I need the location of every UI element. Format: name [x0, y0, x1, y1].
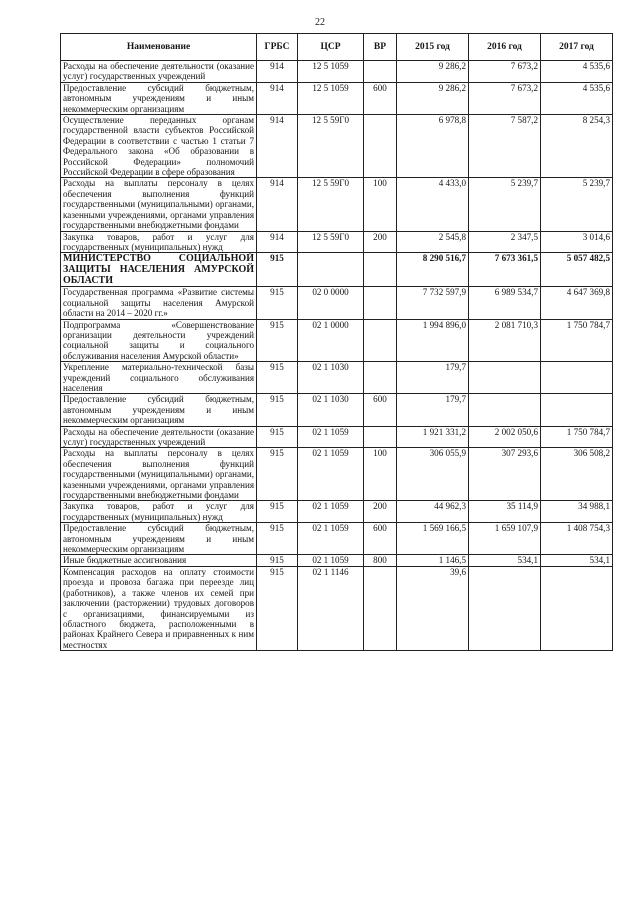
cell-2016: 7 673 361,5	[469, 253, 541, 287]
cell-2015: 7 732 597,9	[397, 287, 469, 319]
cell-name: Расходы на выплаты персоналу в целях обеспечения выполнения функций государственными (муниципальными) органами, казенными учреждениями, органами управления государственными внебюджетными фондами	[61, 448, 257, 501]
table-row	[61, 523, 613, 555]
cell-grbs: 914	[257, 61, 298, 83]
table-row	[61, 555, 613, 566]
table-row	[61, 501, 613, 523]
cell-2015: 1 994 896,0	[397, 319, 469, 362]
table-row	[61, 231, 613, 253]
cell-2017: 1 750 784,7	[541, 319, 613, 362]
cell-2016: 35 114,9	[469, 501, 541, 523]
cell-grbs: 915	[257, 501, 298, 523]
table-row	[61, 61, 613, 83]
cell-grbs: 915	[257, 555, 298, 566]
cell-2015: 8 290 516,7	[397, 253, 469, 287]
cell-2017: 4 647 369,8	[541, 287, 613, 319]
cell-csr: 02 1 1059	[298, 523, 364, 555]
cell-vr: 600	[364, 523, 397, 555]
cell-csr: 02 1 1059	[298, 555, 364, 566]
header-vr: ВР	[364, 34, 397, 61]
cell-grbs: 915	[257, 448, 298, 501]
cell-grbs: 915	[257, 319, 298, 362]
cell-2016: 2 347,5	[469, 231, 541, 253]
cell-csr: 02 1 1030	[298, 362, 364, 394]
cell-2016: 534,1	[469, 555, 541, 566]
cell-2016: 2 081 710,3	[469, 319, 541, 362]
cell-2017: 5 239,7	[541, 178, 613, 231]
cell-name: Предоставление субсидий бюджетным, автономным учреждениям и иным некоммерческим организациям	[61, 394, 257, 426]
cell-2017: 3 014,6	[541, 231, 613, 253]
cell-csr: 12 5 1059	[298, 61, 364, 83]
cell-2015: 6 978,8	[397, 115, 469, 178]
cell-name: Предоставление субсидий бюджетным, автономным учреждениям и иным некоммерческим организациям	[61, 523, 257, 555]
cell-grbs: 915	[257, 362, 298, 394]
cell-2015: 179,7	[397, 362, 469, 394]
cell-2016: 7 673,2	[469, 61, 541, 83]
cell-2015: 1 921 331,2	[397, 426, 469, 448]
cell-vr	[364, 566, 397, 650]
cell-vr: 800	[364, 555, 397, 566]
cell-grbs: 914	[257, 82, 298, 114]
cell-vr: 600	[364, 82, 397, 114]
cell-2017: 306 508,2	[541, 448, 613, 501]
cell-2016	[469, 566, 541, 650]
cell-2017: 4 535,6	[541, 61, 613, 83]
table-row	[61, 253, 613, 287]
cell-vr: 200	[364, 231, 397, 253]
header-2015: 2015 год	[397, 34, 469, 61]
cell-2016: 2 002 050,6	[469, 426, 541, 448]
cell-2017	[541, 362, 613, 394]
cell-2017: 534,1	[541, 555, 613, 566]
cell-name: Расходы на обеспечение деятельности (оказание услуг) государственных учреждений	[61, 61, 257, 83]
cell-csr	[298, 253, 364, 287]
cell-name: Подпрограмма «Совершенствование организации деятельности учреждений социальной защиты и социального обслуживания населения Амурской области»	[61, 319, 257, 362]
cell-2016: 307 293,6	[469, 448, 541, 501]
cell-grbs: 914	[257, 115, 298, 178]
table-row	[61, 426, 613, 448]
cell-grbs: 914	[257, 178, 298, 231]
cell-name: Закупка товаров, работ и услуг для государственных (муниципальных) нужд	[61, 501, 257, 523]
cell-2015: 2 545,8	[397, 231, 469, 253]
cell-2015: 9 286,2	[397, 82, 469, 114]
header-grbs: ГРБС	[257, 34, 298, 61]
cell-name: Государственная программа «Развитие системы социальной защиты населения Амурской области на 2014 – 2020 гг.»	[61, 287, 257, 319]
cell-2017	[541, 566, 613, 650]
cell-2015: 179,7	[397, 394, 469, 426]
header-2016: 2016 год	[469, 34, 541, 61]
cell-2016	[469, 362, 541, 394]
cell-2017: 1 750 784,7	[541, 426, 613, 448]
cell-2016	[469, 394, 541, 426]
cell-csr: 02 1 0000	[298, 319, 364, 362]
cell-name: Закупка товаров, работ и услуг для государственных (муниципальных) нужд	[61, 231, 257, 253]
cell-vr: 100	[364, 448, 397, 501]
table-row	[61, 394, 613, 426]
cell-grbs: 915	[257, 566, 298, 650]
cell-vr	[364, 287, 397, 319]
cell-2017: 4 535,6	[541, 82, 613, 114]
cell-vr	[364, 362, 397, 394]
cell-name: Расходы на обеспечение деятельности (оказание услуг) государственных учреждений	[61, 426, 257, 448]
cell-csr: 12 5 59Г0	[298, 115, 364, 178]
cell-vr	[364, 426, 397, 448]
cell-2016: 1 659 107,9	[469, 523, 541, 555]
cell-2015: 1 569 166,5	[397, 523, 469, 555]
cell-name: Компенсация расходов на оплату стоимости проезда и провоза багажа при переезде лиц (работников), а также членов их семей при заключении (расторжении) трудовых договоров с организациями, финансируемыми из областного бюджета, расположенными в районах Крайнего Севера и приравненных к ним местностях	[61, 566, 257, 650]
cell-name: Укрепление материально-технической базы учреждений социального обслуживания населения	[61, 362, 257, 394]
cell-vr: 600	[364, 394, 397, 426]
cell-grbs: 915	[257, 287, 298, 319]
page-number: 22	[315, 17, 325, 28]
cell-2015: 9 286,2	[397, 61, 469, 83]
cell-csr: 02 1 1059	[298, 426, 364, 448]
cell-csr: 12 5 1059	[298, 82, 364, 114]
cell-2017: 34 988,1	[541, 501, 613, 523]
cell-name: Осуществление переданных органам государственной власти субъектов Российской Федерации в соответствии с частью 1 статьи 7 Федерального закона «Об образовании в Российской Федерации» полномочий Российской Федерации в сфере образования	[61, 115, 257, 178]
cell-2017	[541, 394, 613, 426]
table-row	[61, 82, 613, 114]
cell-grbs: 915	[257, 394, 298, 426]
header-2017: 2017 год	[541, 34, 613, 61]
cell-grbs: 915	[257, 523, 298, 555]
table-row	[61, 115, 613, 178]
cell-2016: 7 587,2	[469, 115, 541, 178]
cell-vr	[364, 319, 397, 362]
cell-2016: 5 239,7	[469, 178, 541, 231]
cell-name: МИНИСТЕРСТВО СОЦИАЛЬНОЙ ЗАЩИТЫ НАСЕЛЕНИЯ АМУРСКОЙ ОБЛАСТИ	[61, 253, 257, 287]
cell-2016: 6 989 534,7	[469, 287, 541, 319]
cell-vr: 200	[364, 501, 397, 523]
cell-name: Расходы на выплаты персоналу в целях обеспечения выполнения функций государственными (муниципальными) органами, казенными учреждениями, органами управления государственными внебюджетными фондами	[61, 178, 257, 231]
cell-2016: 7 673,2	[469, 82, 541, 114]
cell-grbs: 915	[257, 426, 298, 448]
cell-vr	[364, 253, 397, 287]
cell-vr: 100	[364, 178, 397, 231]
table-row	[61, 448, 613, 501]
table-header-row	[61, 34, 613, 61]
cell-2015: 4 433,0	[397, 178, 469, 231]
cell-2017: 8 254,3	[541, 115, 613, 178]
cell-csr: 12 5 59Г0	[298, 178, 364, 231]
table-row	[61, 287, 613, 319]
cell-2017: 1 408 754,3	[541, 523, 613, 555]
cell-2017: 5 057 482,5	[541, 253, 613, 287]
budget-table	[60, 33, 613, 651]
cell-csr: 02 0 0000	[298, 287, 364, 319]
cell-grbs: 915	[257, 253, 298, 287]
table-row	[61, 178, 613, 231]
cell-vr	[364, 115, 397, 178]
cell-name: Иные бюджетные ассигнования	[61, 555, 257, 566]
cell-csr: 02 1 1059	[298, 448, 364, 501]
table-row	[61, 319, 613, 362]
header-name: Наименование	[61, 34, 257, 61]
cell-2015: 1 146,5	[397, 555, 469, 566]
table-row	[61, 566, 613, 650]
cell-csr: 12 5 59Г0	[298, 231, 364, 253]
cell-name: Предоставление субсидий бюджетным, автономным учреждениям и иным некоммерческим организациям	[61, 82, 257, 114]
cell-vr	[364, 61, 397, 83]
cell-2015: 44 962,3	[397, 501, 469, 523]
header-csr: ЦСР	[298, 34, 364, 61]
table-row	[61, 362, 613, 394]
cell-csr: 02 1 1146	[298, 566, 364, 650]
cell-grbs: 914	[257, 231, 298, 253]
cell-2015: 306 055,9	[397, 448, 469, 501]
cell-2015: 39,6	[397, 566, 469, 650]
cell-csr: 02 1 1059	[298, 501, 364, 523]
cell-csr: 02 1 1030	[298, 394, 364, 426]
